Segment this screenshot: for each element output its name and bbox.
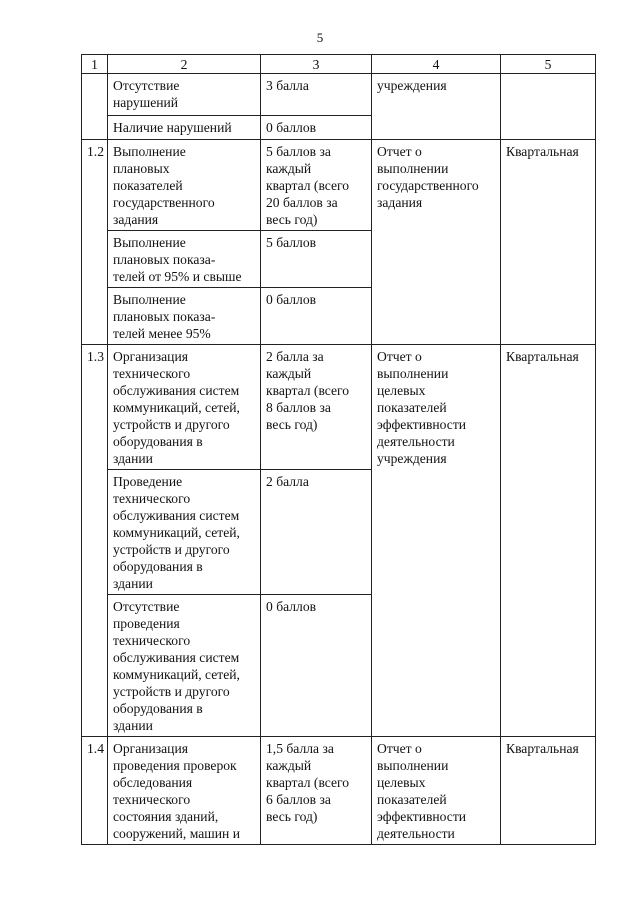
criterion-cell: Организация проведения проверок обследования технического состояния зданий, сооружений, машин и xyxy=(108,737,261,845)
criterion-cell: Выполнение плановых показа- телей от 95% и свыше xyxy=(108,231,261,288)
source-cell: Отчет о выполнении целевых показателей эффективности деятельности xyxy=(372,737,501,845)
table-row xyxy=(82,737,596,845)
source-cell: учреждения xyxy=(372,74,501,140)
period-cell xyxy=(501,74,596,140)
points-cell: 3 балла xyxy=(261,74,372,116)
table-header-row xyxy=(82,55,596,74)
points-cell: 5 баллов за каждый квартал (всего 20 баллов за весь год) xyxy=(261,140,372,231)
table-row xyxy=(82,74,596,116)
header-col-1: 1 xyxy=(82,55,108,74)
period-cell: Квартальная xyxy=(501,737,596,845)
criterion-cell: Наличие нарушений xyxy=(108,116,261,140)
criterion-cell: Выполнение плановых показателей государственного задания xyxy=(108,140,261,231)
row-number: 1.2 xyxy=(82,140,108,345)
table-row xyxy=(82,140,596,231)
table-row xyxy=(82,345,596,470)
source-cell: Отчет о выполнении государственного задания xyxy=(372,140,501,345)
criterion-cell: Проведение технического обслуживания систем коммуникаций, сетей, устройств и другого оборудования в здании xyxy=(108,470,261,595)
row-number: 1.4 xyxy=(82,737,108,845)
points-cell: 1,5 балла за каждый квартал (всего 6 баллов за весь год) xyxy=(261,737,372,845)
criteria-table xyxy=(81,54,596,845)
criterion-cell: Отсутствие проведения технического обслуживания систем коммуникаций, сетей, устройств и другого оборудования в здании xyxy=(108,595,261,737)
period-cell: Квартальная xyxy=(501,345,596,737)
points-cell: 0 баллов xyxy=(261,595,372,737)
criterion-cell: Отсутствие нарушений xyxy=(108,74,261,116)
row-number: 1.3 xyxy=(82,345,108,737)
page-number: 5 xyxy=(316,30,324,45)
criterion-cell: Организация технического обслуживания систем коммуникаций, сетей, устройств и другого оборудования в здании xyxy=(108,345,261,470)
source-cell: Отчет о выполнении целевых показателей эффективности деятельности учреждения xyxy=(372,345,501,737)
points-cell: 0 баллов xyxy=(261,116,372,140)
points-cell: 2 балла xyxy=(261,470,372,595)
header-col-5: 5 xyxy=(501,55,596,74)
points-cell: 0 баллов xyxy=(261,288,372,345)
points-cell: 2 балла за каждый квартал (всего 8 баллов за весь год) xyxy=(261,345,372,470)
header-col-4: 4 xyxy=(372,55,501,74)
criterion-cell: Выполнение плановых показа- телей менее 95% xyxy=(108,288,261,345)
period-cell: Квартальная xyxy=(501,140,596,345)
header-col-3: 3 xyxy=(261,55,372,74)
points-cell: 5 баллов xyxy=(261,231,372,288)
header-col-2: 2 xyxy=(108,55,261,74)
row-number xyxy=(82,74,108,140)
